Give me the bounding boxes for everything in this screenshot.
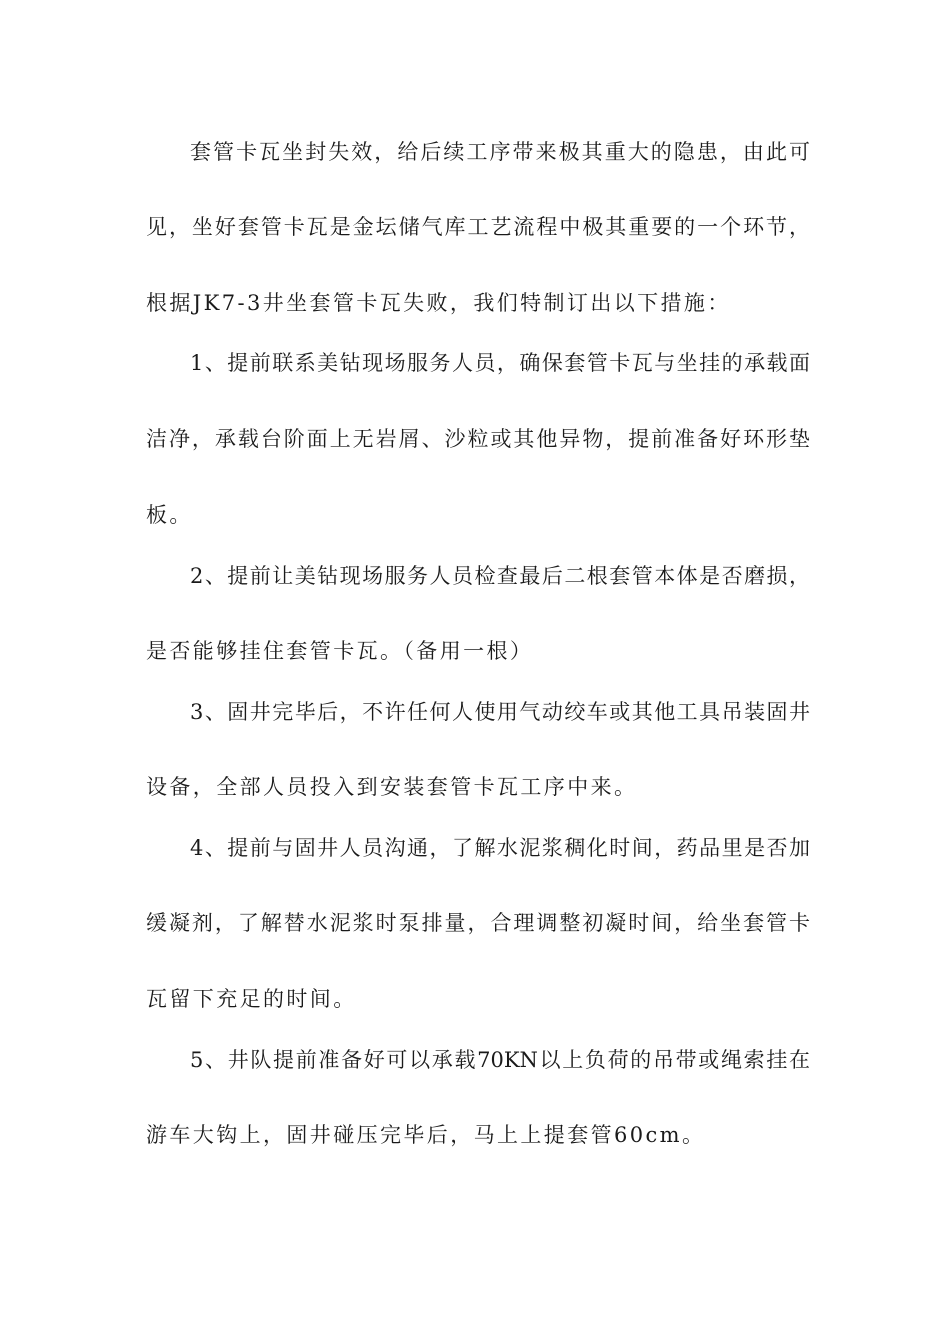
- paragraph-1-line-3: 根据JK7-3井坐套管卡瓦失败，我们特制订出以下措施：: [146, 291, 731, 315]
- paragraph-6-line-2: 游车大钩上，固井碰压完毕后，马上上提套管60cm。: [146, 1123, 706, 1147]
- paragraph-6-line-1: 5、井队提前准备好可以承载70KN以上负荷的吊带或绳索挂在: [190, 1048, 810, 1072]
- paragraph-2-line-2: 洁净，承载台阶面上无岩屑、沙粒或其他异物，提前准备好环形垫: [146, 427, 810, 451]
- paragraph-5-line-2: 缓凝剂，了解替水泥浆时泵排量，合理调整初凝时间，给坐套管卡: [146, 911, 810, 935]
- paragraph-1-line-2: 见，坐好套管卡瓦是金坛储气库工艺流程中极其重要的一个环节，: [146, 215, 810, 239]
- paragraph-2-line-3: 板。: [146, 503, 193, 527]
- paragraph-1-line-1: 套管卡瓦坐封失效，给后续工序带来极其重大的隐患，由此可: [190, 140, 810, 164]
- paragraph-5-line-1: 4、提前与固井人员沟通，了解水泥浆稠化时间，药品里是否加: [190, 836, 810, 860]
- paragraph-3-line-2: 是否能够挂住套管卡瓦。（备用一根）: [146, 639, 534, 663]
- paragraph-4-line-2: 设备，全部人员投入到安装套管卡瓦工序中来。: [146, 775, 638, 799]
- paragraph-2-line-1: 1、提前联系美钻现场服务人员，确保套管卡瓦与坐挂的承载面: [190, 351, 810, 375]
- paragraph-4-line-1: 3、固井完毕后，不许任何人使用气动绞车或其他工具吊装固井: [190, 700, 810, 724]
- paragraph-5-line-3: 瓦留下充足的时间。: [146, 987, 357, 1011]
- paragraph-3-line-1: 2、提前让美钻现场服务人员检查最后二根套管本体是否磨损，: [190, 564, 810, 588]
